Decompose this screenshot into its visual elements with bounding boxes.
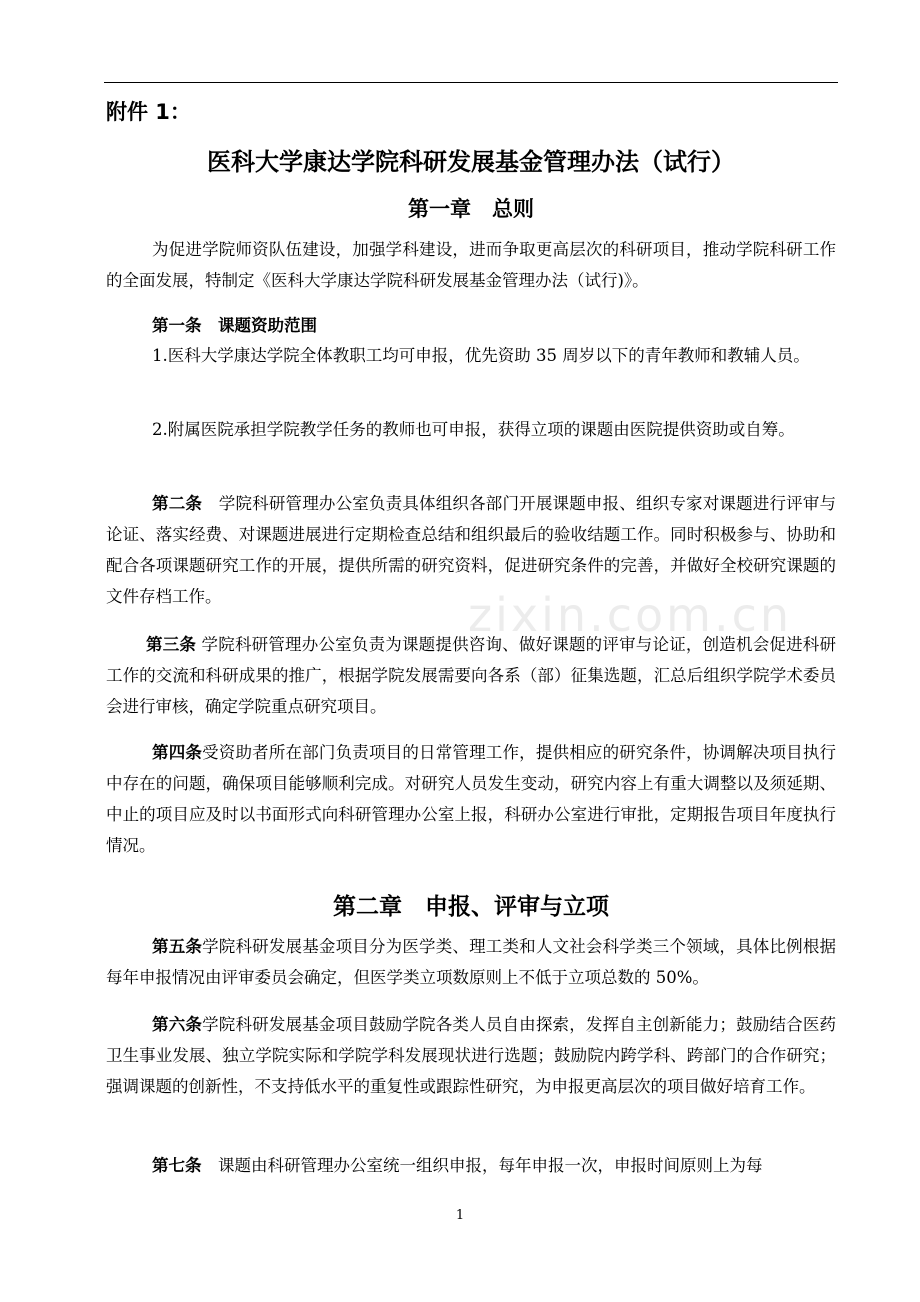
article-4-text: 受资助者所在部门负责项目的日常管理工作，提供相应的研究条件，协调解决项目执行中存在的问题，确保项目能够顺利完成。对研究人员发生变动，研究内容上有重大调整以及须延期、中止的项目应及时以书面形式向科研管理办公室上报，科研办公室进行审批，定期报告项目年度执行情况。: [106, 743, 836, 855]
article-5-label: 第五条: [152, 937, 203, 956]
document-title: 医科大学康达学院科研发展基金管理办法（试行）: [207, 148, 735, 176]
article-4-label: 第四条: [152, 743, 203, 762]
article-6-text: 学院科研发展基金项目鼓励学院各类人员自由探索，发挥自主创新能力；鼓励结合医药卫生事业发展、独立学院实际和学院学科发展现状进行选题；鼓励院内跨学科、跨部门的合作研究；强调课题的创新性，不支持低水平的重复性或跟踪性研究，为申报更高层次的项目做好培育工作。: [106, 1015, 836, 1096]
article-1-item-1: 1.医科大学康达学院全体教职工均可申报，优先资助 35 周岁以下的青年教师和教辅人员。: [152, 346, 810, 365]
article-1-heading: 第一条 课题资助范围: [152, 316, 317, 335]
attachment-label: 附件 1：: [106, 100, 191, 124]
article-2-label: 第二条: [152, 494, 203, 513]
article-4-paragraph: [106, 737, 836, 861]
article-3-paragraph: [106, 629, 836, 722]
article-5-text: 学院科研发展基金项目分为医学类、理工类和人文社会科学类三个领域，具体比例根据每年申报情况由评审委员会确定，但医学类立项数原则上不低于立项总数的 50%。: [106, 937, 836, 987]
article-3-text: 学院科研管理办公室负责为课题提供咨询、做好课题的评审与论证，创造机会促进科研工作的交流和科研成果的推广，根据学院发展需要向各系（部）征集选题，汇总后组织学院学术委员会进行审核，确定学院重点研究项目。: [106, 635, 837, 716]
article-5-paragraph: [106, 931, 836, 993]
chapter-2-heading: 第二章 申报、评审与立项: [333, 894, 609, 920]
article-6-label: 第六条: [152, 1015, 203, 1034]
watermark: zixin.com.cn: [468, 588, 793, 642]
article-7-label: 第七条: [152, 1156, 202, 1175]
article-7-paragraph: [106, 1150, 836, 1181]
chapter-1-heading: 第一章 总则: [408, 197, 534, 221]
header-rule: [104, 82, 838, 83]
article-2-text: 学院科研管理办公室负责具体组织各部门开展课题申报、组织专家对课题进行评审与论证、落实经费、对课题进展进行定期检查总结和组织最后的验收结题工作。同时积极参与、协助和配合各项课题研究工作的开展，提供所需的研究资料，促进研究条件的完善，并做好全校研究课题的文件存档工作。: [106, 494, 836, 606]
article-7-text: 课题由科研管理办公室统一组织申报，每年申报一次，申报时间原则上为每: [201, 1156, 763, 1175]
article-1-item-2: 2.附属医院承担学院教学任务的教师也可申报，获得立项的课题由医院提供资助或自筹。: [152, 420, 795, 439]
article-6-paragraph: [106, 1009, 836, 1102]
article-3-label: 第三条: [146, 635, 197, 654]
page-number: 1: [455, 1208, 465, 1223]
intro-paragraph: 为促进学院师资队伍建设，加强学科建设，进而争取更高层次的科研项目，推动学院科研工作的全面发展，特制定《医科大学康达学院科研发展基金管理办法（试行)》。: [106, 240, 836, 290]
